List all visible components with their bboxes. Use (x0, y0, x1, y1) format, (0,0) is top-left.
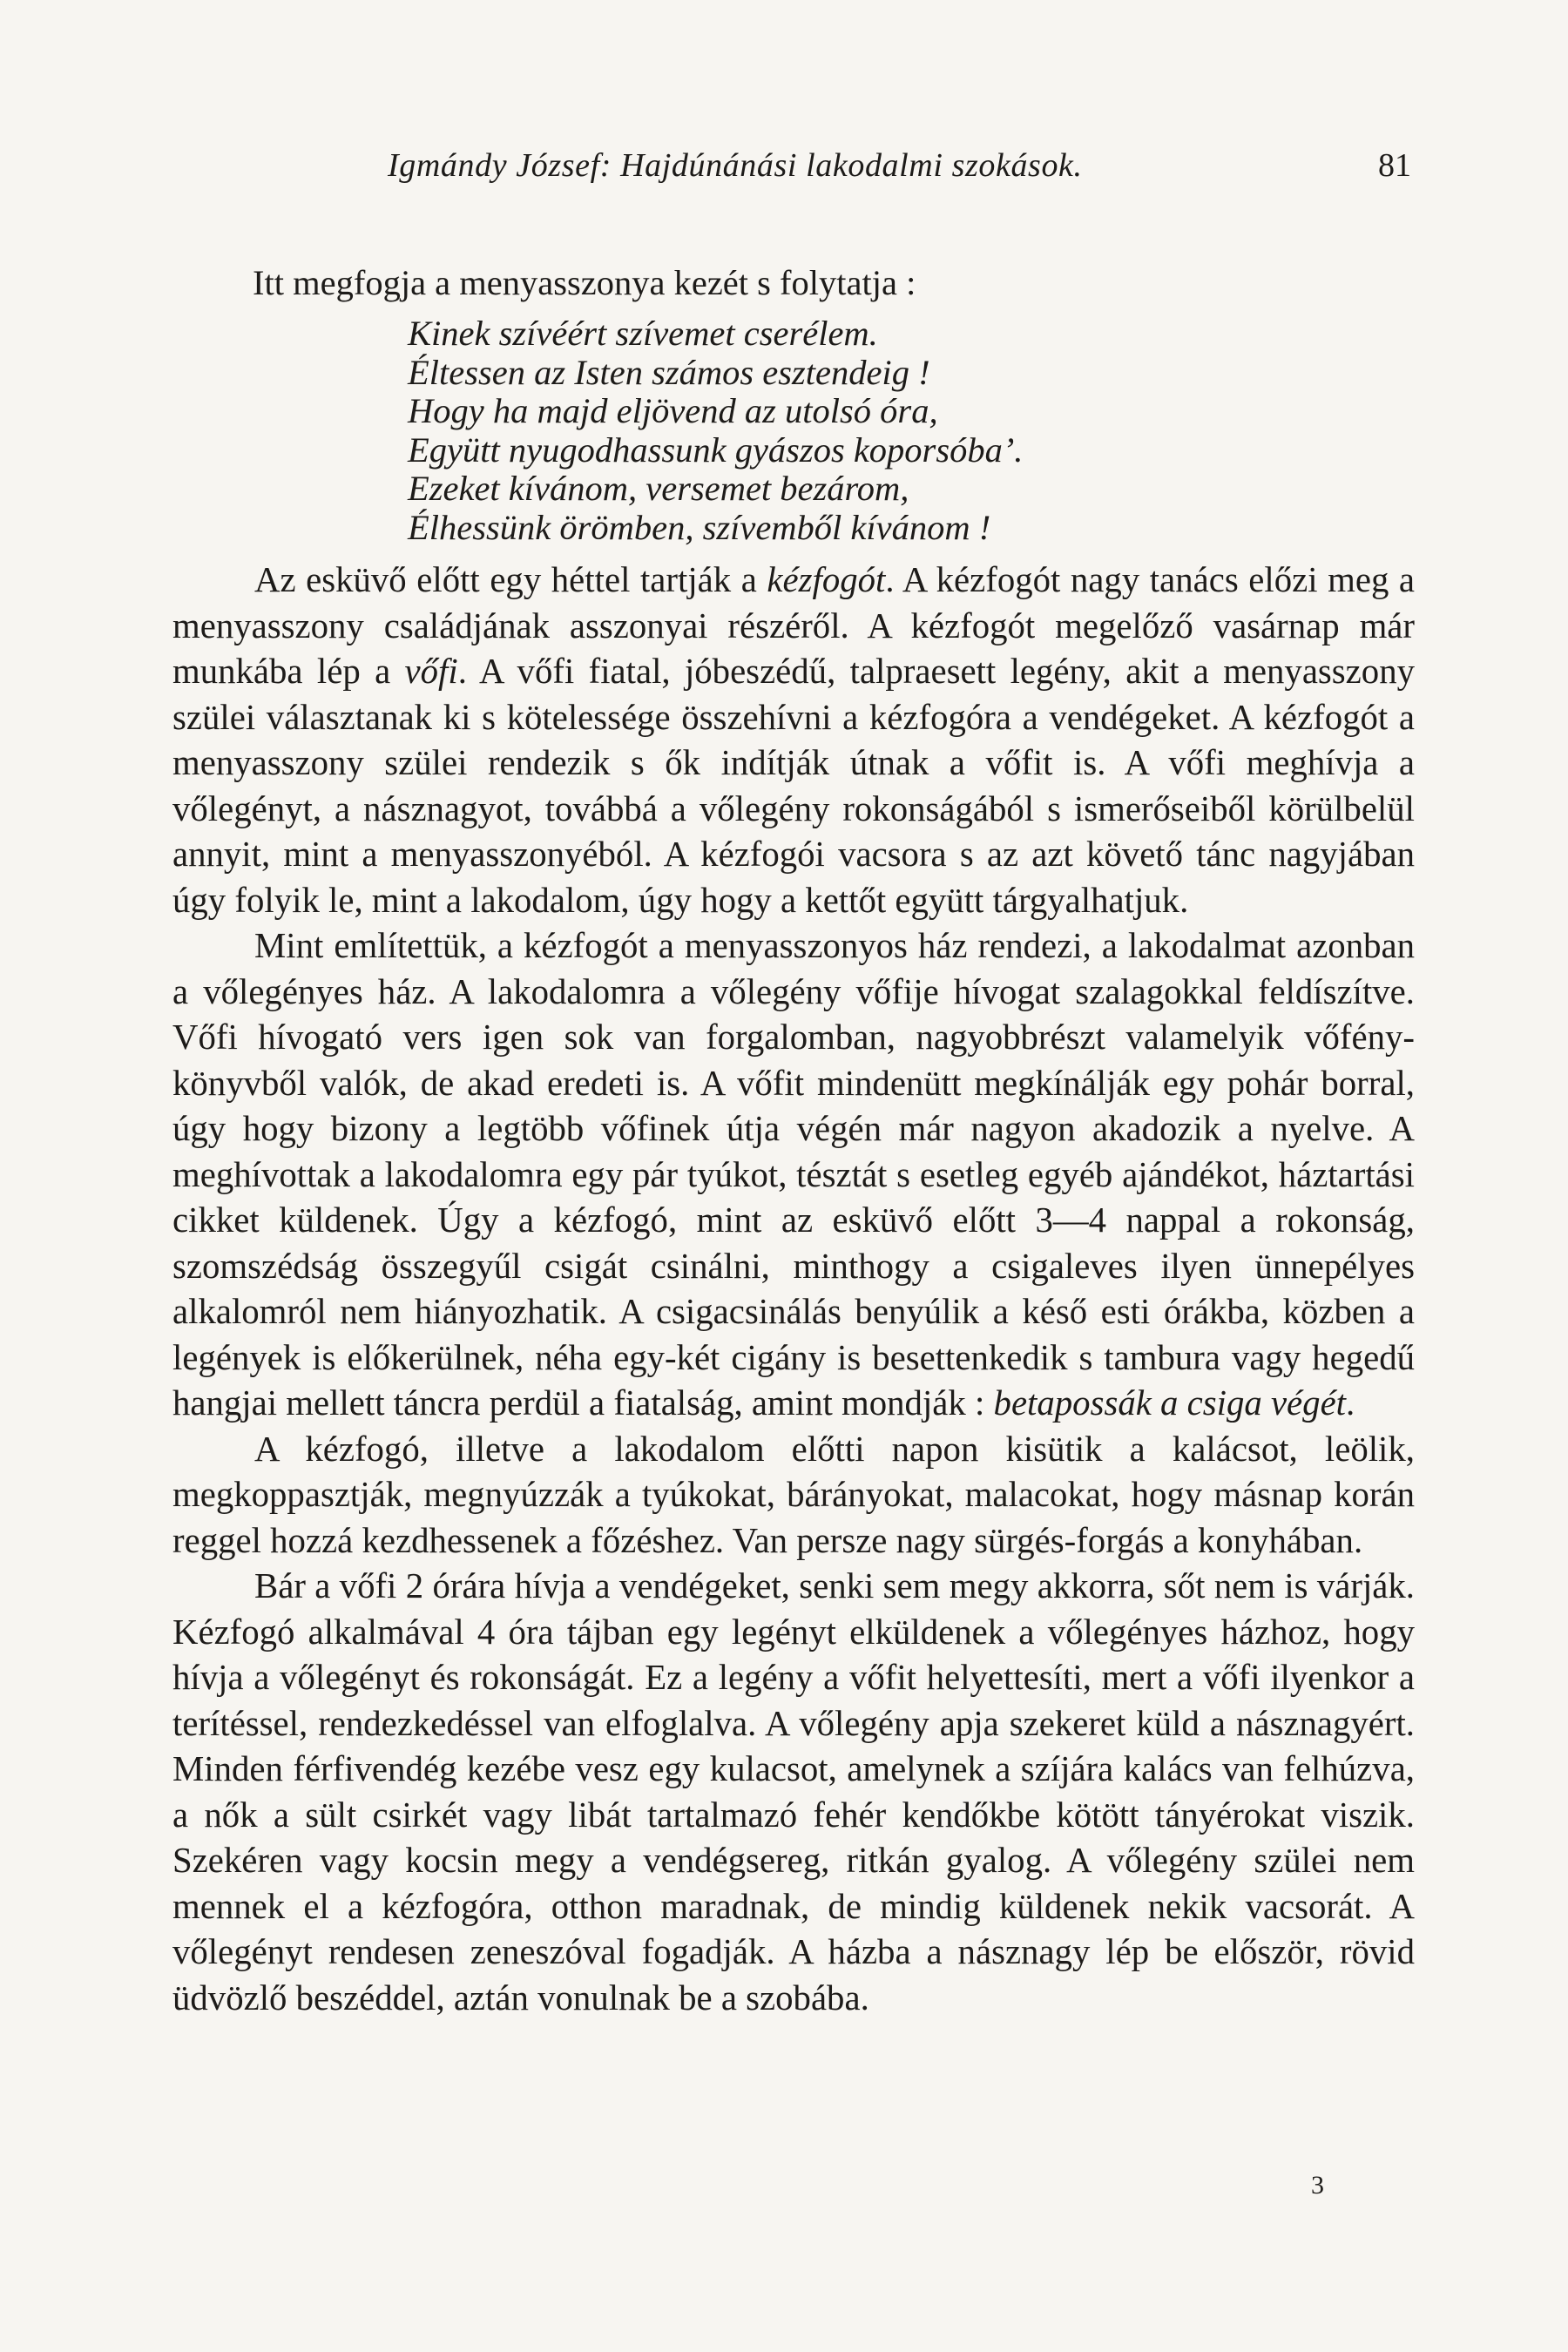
emphasized-term: vőfi (404, 652, 458, 691)
verse-line: Éltessen az Isten számos esztendeig ! (408, 352, 930, 392)
paragraph (172, 1427, 1415, 1565)
text-run: . A vőfi fiatal, jóbeszédű, talpraesett legény, akit a menyasszony szülei választanak ki s kötelessége összehívni a kézfogóra a vendégeket. A kézfogót a menyasszony szülei rendezik s ők indítják útnak a vőfit is. A vőfi meghívja a vőlegényt, a násznagyot, továbbá a vőlegény rokonságából s ismerőseiből körülbelül annyit, mint a menyasszonyéból. A kézfogói vacsora s az azt követő tánc nagyjában úgy folyik le, mint a lakodalom, úgy hogy a kettőt együtt tárgyalhatjuk. (172, 652, 1415, 920)
text-run: . A kézfogót nagy tanács előzi meg a menyasszony családjának asszonyai részéről. A kézfogót megelőző vasárnap már munkába lép a (172, 560, 1415, 691)
intro-line: Itt megfogja a menyasszonya kezét s folytatja : (253, 263, 916, 302)
verse-block (408, 314, 1415, 547)
signature-mark: 3 (1311, 2171, 1324, 2200)
verse-line: Együtt nyugodhassunk gyászos koporsóba’. (408, 429, 1024, 470)
text-run: A kézfogó, illetve a lakodalom előtti napon kisütik a kalácsot, leölik, megkoppasztják, megnyúzzák a tyúkokat, bárányokat, malacokat, hogy másnap korán reggel hozzá kezdhessenek a főzéshez. Van persze nagy sürgés-forgás a konyhában. (172, 1429, 1415, 1560)
emphasized-term: kézfogót (767, 560, 886, 599)
paragraph (172, 923, 1415, 1427)
text-run: Az esküvő előtt egy héttel tartják a (254, 560, 767, 599)
page-number: 81 (1378, 147, 1411, 184)
body-text (172, 261, 1415, 2021)
running-title: Igmándy József: Hajdúnánási lakodalmi szokások. (388, 147, 1083, 184)
text-run: . (1346, 1383, 1355, 1423)
text-run: Mint említettük, a kézfogót a menyasszonyos ház rendezi, a lakodalmat azonban a vőlegényes ház. A lakodalomra a vőlegény vőfije hívogat szalagokkal feldíszítve. Vőfi hívogató vers igen sok van forgalomban, nagyobbrészt valamelyik vőfény-könyvből valók, de akad eredeti is. A vőfit mindenütt megkínálják egy pohár borral, úgy hogy bizony a legtöbb vőfinek útja végén már nagyon akadozik a nyelve. A meghívottak a lakodalomra egy pár tyúkot, tésztát s esetleg egyéb ajándékot, háztartási cikket küldenek. Úgy a kézfogó, mint az esküvő előtt 3—4 nappal a rokonság, szomszédság összegyűl csigát csinálni, minthogy a csigaleves ilyen ünnepélyes alkalomról nem hiányozhatik. A csigacsinálás benyúlik a késő esti órákba, közben a legények is előkerülnek, néha egy-két cigány is besettenkedik s tambura vagy hegedű hangjai mellett táncra perdül a fiatalság, amint mondják : (172, 926, 1415, 1423)
verse-line: Élhessünk örömben, szívemből kívánom ! (408, 507, 991, 547)
paragraph (172, 1564, 1415, 2021)
emphasized-term: betapossák a csiga végét (993, 1383, 1347, 1423)
running-header (388, 146, 1411, 199)
text-run: Bár a vőfi 2 órára hívja a vendégeket, senki sem megy akkorra, sőt nem is várják. Kézfogó alkalmával 4 óra tájban egy legényt elküldenek a vőlegényes házhoz, hogy hívja a vőlegényt és rokonságát. Ez a legény a vőfit helyettesíti, mert a vőfi ilyenkor a terítéssel, rendezkedéssel van elfoglalva. A vőlegény apja szekeret küld a násznagyért. Minden férfivendég kezébe vesz egy kulacsot, amelynek a szíjára kalács van felhúzva, a nők a sült csirkét vagy libát tartalmazó fehér kendőkbe kötött tányérokat viszik. Szekéren vagy kocsin megy a vendégsereg, ritkán gyalog. A vőlegény szülei nem mennek el a kézfogóra, otthon maradnak, de mindig küldenek nekik vacsorát. A vőlegényt rendesen zeneszóval fogadják. A házba a násznagy lép be először, rövid üdvözlő beszéddel, aztán vonulnak be a szobába. (172, 1566, 1415, 2017)
paragraph (172, 558, 1415, 923)
verse-line: Hogy ha majd eljövend az utolsó óra, (408, 391, 938, 430)
verse-line: Kinek szívéért szívemet cserélem. (408, 314, 878, 353)
verse-line: Ezeket kívánom, versemet bezárom, (408, 469, 909, 508)
